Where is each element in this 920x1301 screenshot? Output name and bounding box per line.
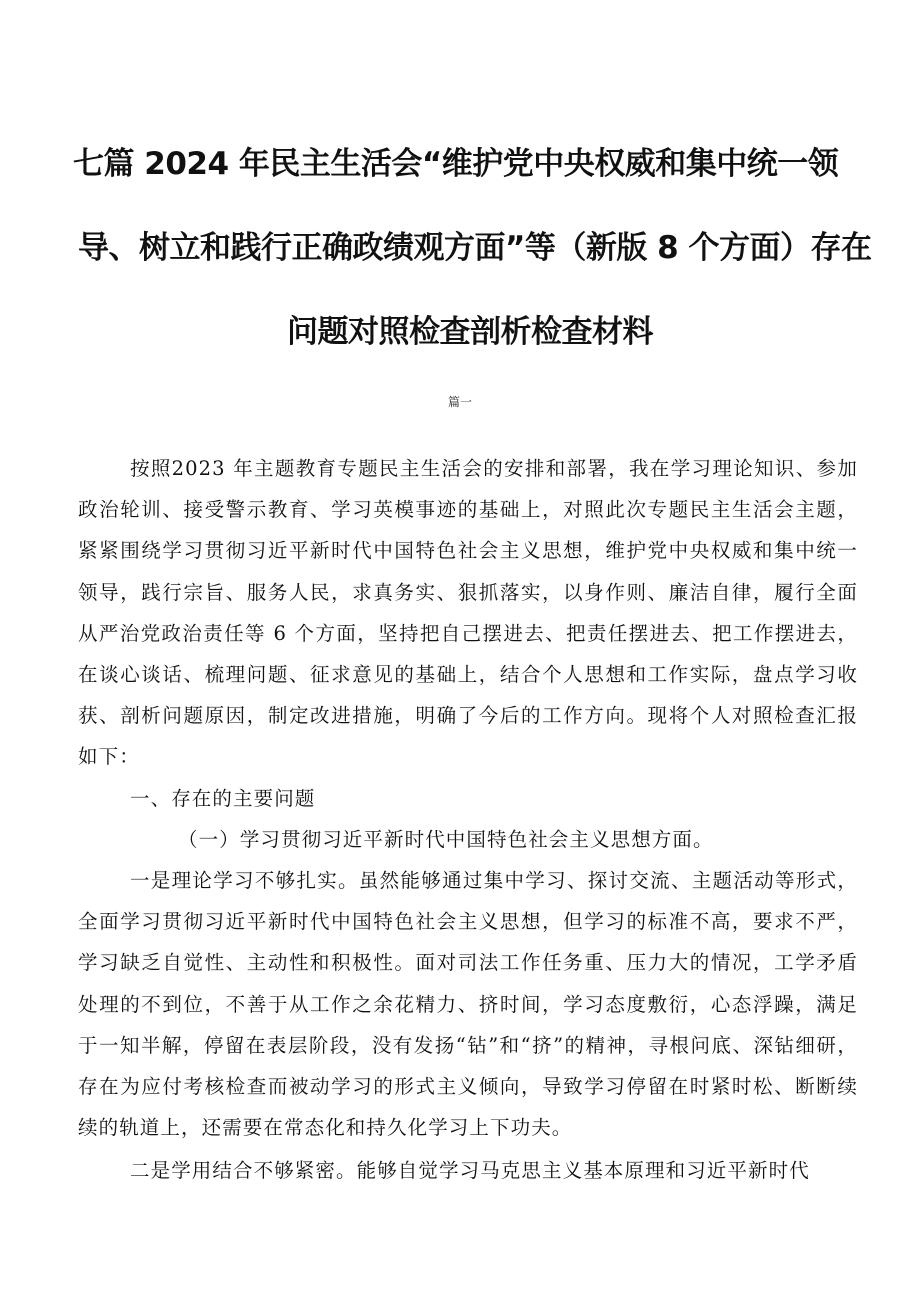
document-title-line-3: 问题对照检查剖析检查材料 bbox=[287, 314, 653, 350]
document-title-line-2: 导、树立和践行正确政绩观方面”等（新版 8 个方面）存在 bbox=[78, 230, 872, 266]
intro-paragraph: 按照2023 年主题教育专题民主生活会的安排和部署，我在学习理论知识、参加政治轮训、接受警示教育、学习英模事迹的基础上，对照此次专题民主生活会主题，紧紧围绕学习贯彻习近平新时代中国特色社会主义思想，维护党中央权威和集中统一领导，践行宗旨、服务人民，求真务实、狠抓落实，以身作则、廉洁自律，履行全面从严治党政治责任等 6 个方面，坚持把自己摆进去、把责任摆进去、把工作摆进去，在谈心谈话、梳理问题、征求意见的基础上，结合个人思想和工作实际，盘点学习收获、剖析问题原因，制定改进措施，明确了今后的工作方向。现将个人对照检查汇报如下： bbox=[78, 457, 858, 769]
section-heading: 一、存在的主要问题 bbox=[130, 787, 316, 810]
point-two-paragraph: 二是学用结合不够紧密。能够自觉学习马克思主义基本原理和习近平新时代 bbox=[130, 1159, 810, 1182]
subsection-heading: （一）学习贯彻习近平新时代中国特色社会主义思想方面。 bbox=[178, 828, 714, 851]
point-one-paragraph: 一是理论学习不够扎实。虽然能够通过集中学习、探讨交流、主题活动等形式，全面学习贯彻习近平新时代中国特色社会主义思想，但学习的标准不高，要求不严，学习缺乏自觉性、主动性和积极性。面对司法工作任务重、压力大的情况，工学矛盾处理的不到位，不善于从工作之余花精力、挤时间，学习态度敷衍，心态浮躁，满足于一知半解，停留在表层阶段，没有发扬“钻”和“挤”的精神，寻根问底、深钻细研，存在为应付考核检查而被动学习的形式主义倾向，导致学习停留在时紧时松、断断续续的轨道上，还需要在常态化和持久化学习上下功夫。 bbox=[78, 869, 858, 1140]
section-subtitle: 篇一 bbox=[447, 395, 472, 409]
document-title-line-1: 七篇 2024 年民主生活会“维护党中央权威和集中统一领 bbox=[73, 146, 839, 182]
